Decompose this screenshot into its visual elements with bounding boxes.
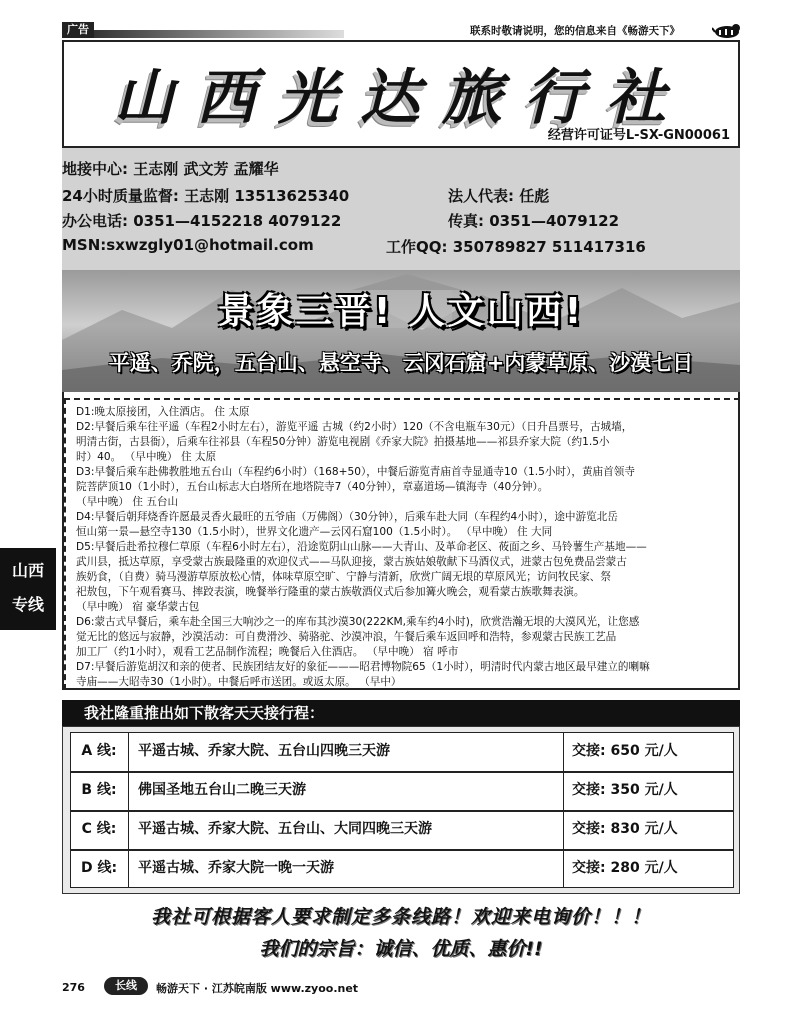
itinerary-line: 祀敖包，下午观看赛马、摔跤表演，晚餐举行隆重的蒙古族敬酒仪式后参加篝火晚会，观看蒙古族歌舞表演。 <box>76 586 585 598</box>
tour-price: 交接: 350 元/人 <box>563 771 734 810</box>
side-tab-line: 专线 <box>11 595 44 614</box>
tiger-logo-icon <box>712 20 742 40</box>
tour-name: 平遥古城、乔家大院、五台山、大同四晚三天游 <box>138 821 432 837</box>
itinerary-line: 寺庙——大昭寺30（1小时）。中餐后呼市送团。或返太原。 （早中） <box>76 676 402 688</box>
custom-route-note: 我社可根据客人要求制定多条线路！欢迎来电询价！！！ <box>150 906 651 928</box>
fax-number: 传真: 0351—4079122 <box>448 212 620 230</box>
tour-price: 交接: 650 元/人 <box>563 732 734 771</box>
top-divider <box>94 30 344 38</box>
page-number: 276 <box>62 981 85 994</box>
route-title: 平遥、乔院，五台山、悬空寺、云冈石窟+内蒙草原、沙漠七日 <box>108 351 694 375</box>
itinerary-line: D4:早餐后朝拜烧香许愿最灵香火最旺的五爷庙（万佛阁）（30分钟），后乘车赴大同（车程约4小时），途中游览北岳 <box>76 511 618 523</box>
section-tag: 长线 <box>104 977 148 995</box>
section-side-tab <box>0 548 56 630</box>
ad-tag: 广告 <box>62 22 94 38</box>
tours-heading: 我社隆重推出如下散客天天接行程： <box>62 700 740 726</box>
reception-center: 地接中心: 王志刚 武文芳 孟耀华 <box>62 160 279 178</box>
company-motto: 我们的宗旨：诚信、优质、惠价!! <box>259 938 543 960</box>
msn-contact: MSN:sxwzgly01@hotmail.com <box>62 236 314 254</box>
tour-name: 平遥古城、乔家大院、五台山四晚三天游 <box>138 743 390 759</box>
tour-row <box>70 810 734 849</box>
itinerary-line: D5:早餐后赴希拉穆仁草原（车程6小时左右），沿途览阴山山脉——大青山、及革命老区、莜面之乡、马铃薯生产基地—— <box>76 541 647 553</box>
tour-price: 交接: 280 元/人 <box>563 849 734 888</box>
tour-code: A 线: <box>70 732 129 771</box>
banner-slogan: 景象三晋! 人文山西! <box>217 291 585 332</box>
itinerary-line: 院菩萨顶10（1小时），五台山标志大白塔所在地塔院寺7（40分钟），章嘉道场—镇海寺（40分钟）。 <box>76 481 549 493</box>
tour-code: B 线: <box>70 771 129 810</box>
tour-row <box>70 771 734 810</box>
itinerary-line: 武川县，抵达草原，享受蒙古族最隆重的欢迎仪式——马队迎接，蒙古族姑娘敬献下马酒仪式，进蒙古包免费品尝蒙古 <box>76 556 627 568</box>
tour-name: 平遥古城、乔家大院一晚一天游 <box>138 860 334 876</box>
qq-contact: 工作QQ: 350789827 511417316 <box>386 238 646 256</box>
legal-representative: 法人代表: 任彪 <box>448 187 550 205</box>
company-title: 山西光达旅行社 <box>114 63 688 133</box>
itinerary-line: 族奶食，（自费）骑马漫游草原放松心情，体味草原空旷、宁静与清新，欣赏广阔无垠的草原风光；访问牧民家、祭 <box>76 571 611 583</box>
itinerary-line: 加工厂（约1小时），观看工艺品制作流程；晚餐后入住酒店。 （早中晚） 宿 呼市 <box>76 646 459 658</box>
tour-price: 交接: 830 元/人 <box>563 810 734 849</box>
tour-code: C 线: <box>70 810 129 849</box>
tour-row <box>70 849 734 888</box>
tour-row <box>70 732 734 771</box>
itinerary-line: D1:晚太原接团，入住酒店。 住 太原 <box>76 406 250 418</box>
itinerary-line: 恒山第一景—悬空寺130（1.5小时），世界文化遗产—云冈石窟100（1.5小时）。 （早中晚） 住 大同 <box>76 526 553 538</box>
itinerary-line: 明清古街，古县衙），后乘车往祁县（车程50分钟）游览电视剧《乔家大院》拍摄基地——祁县乔家大院（约1.5小 <box>76 436 610 448</box>
office-phone: 办公电话: 0351—4152218 4079122 <box>62 212 342 230</box>
itinerary-line: （早中晚） 住 五台山 <box>76 496 179 508</box>
itinerary-line: D2:早餐后乘车往平遥（车程2小时左右），游览平遥 古城（约2小时）120（不含电瓶车30元）（日升昌票号，古城墙， <box>76 421 633 433</box>
itinerary-line: 觉无比的悠远与寂静，沙漠活动：可自费滑沙、骑骆驼、沙漠冲浪，午餐后乘车返回呼和浩特，参观蒙古民族工艺品 <box>76 631 617 643</box>
itinerary-line: 时）40。 （早中晚） 住 太原 <box>76 451 217 463</box>
itinerary-line: D6:蒙古式早餐后，乘车赴全国三大响沙之一的库布其沙漠30(222KM,乘车约4小时)，欣赏浩瀚无垠的大漠风光，让您感 <box>76 616 640 628</box>
itinerary-line: D3:早餐后乘车赴佛教胜地五台山（车程约6小时）（168+50），中餐后游览青庙首寺显通寺10（1.5小时），黄庙首领寺 <box>76 466 635 478</box>
quality-supervision: 24小时质量监督: 王志刚 13513625340 <box>62 187 350 205</box>
license-number: 经营许可证号L-SX-GN00061 <box>547 128 730 143</box>
itinerary-line: （早中晚） 宿 豪华蒙古包 <box>76 601 200 613</box>
tour-name: 佛国圣地五台山二晚三天游 <box>138 782 306 798</box>
itinerary-line: D7:早餐后游览胡汉和亲的使者、民族团结友好的象征———昭君博物院65（1小时），明清时代内蒙古地区最早建立的喇嘛 <box>76 661 650 673</box>
source-note: 联系时敬请说明，您的信息来自《畅游天下》 <box>470 25 680 37</box>
side-tab-line: 山西 <box>11 561 44 580</box>
publication-info: 畅游天下 · 江苏皖南版 www.zyoo.net <box>156 982 359 995</box>
tour-code: D 线: <box>70 849 129 888</box>
